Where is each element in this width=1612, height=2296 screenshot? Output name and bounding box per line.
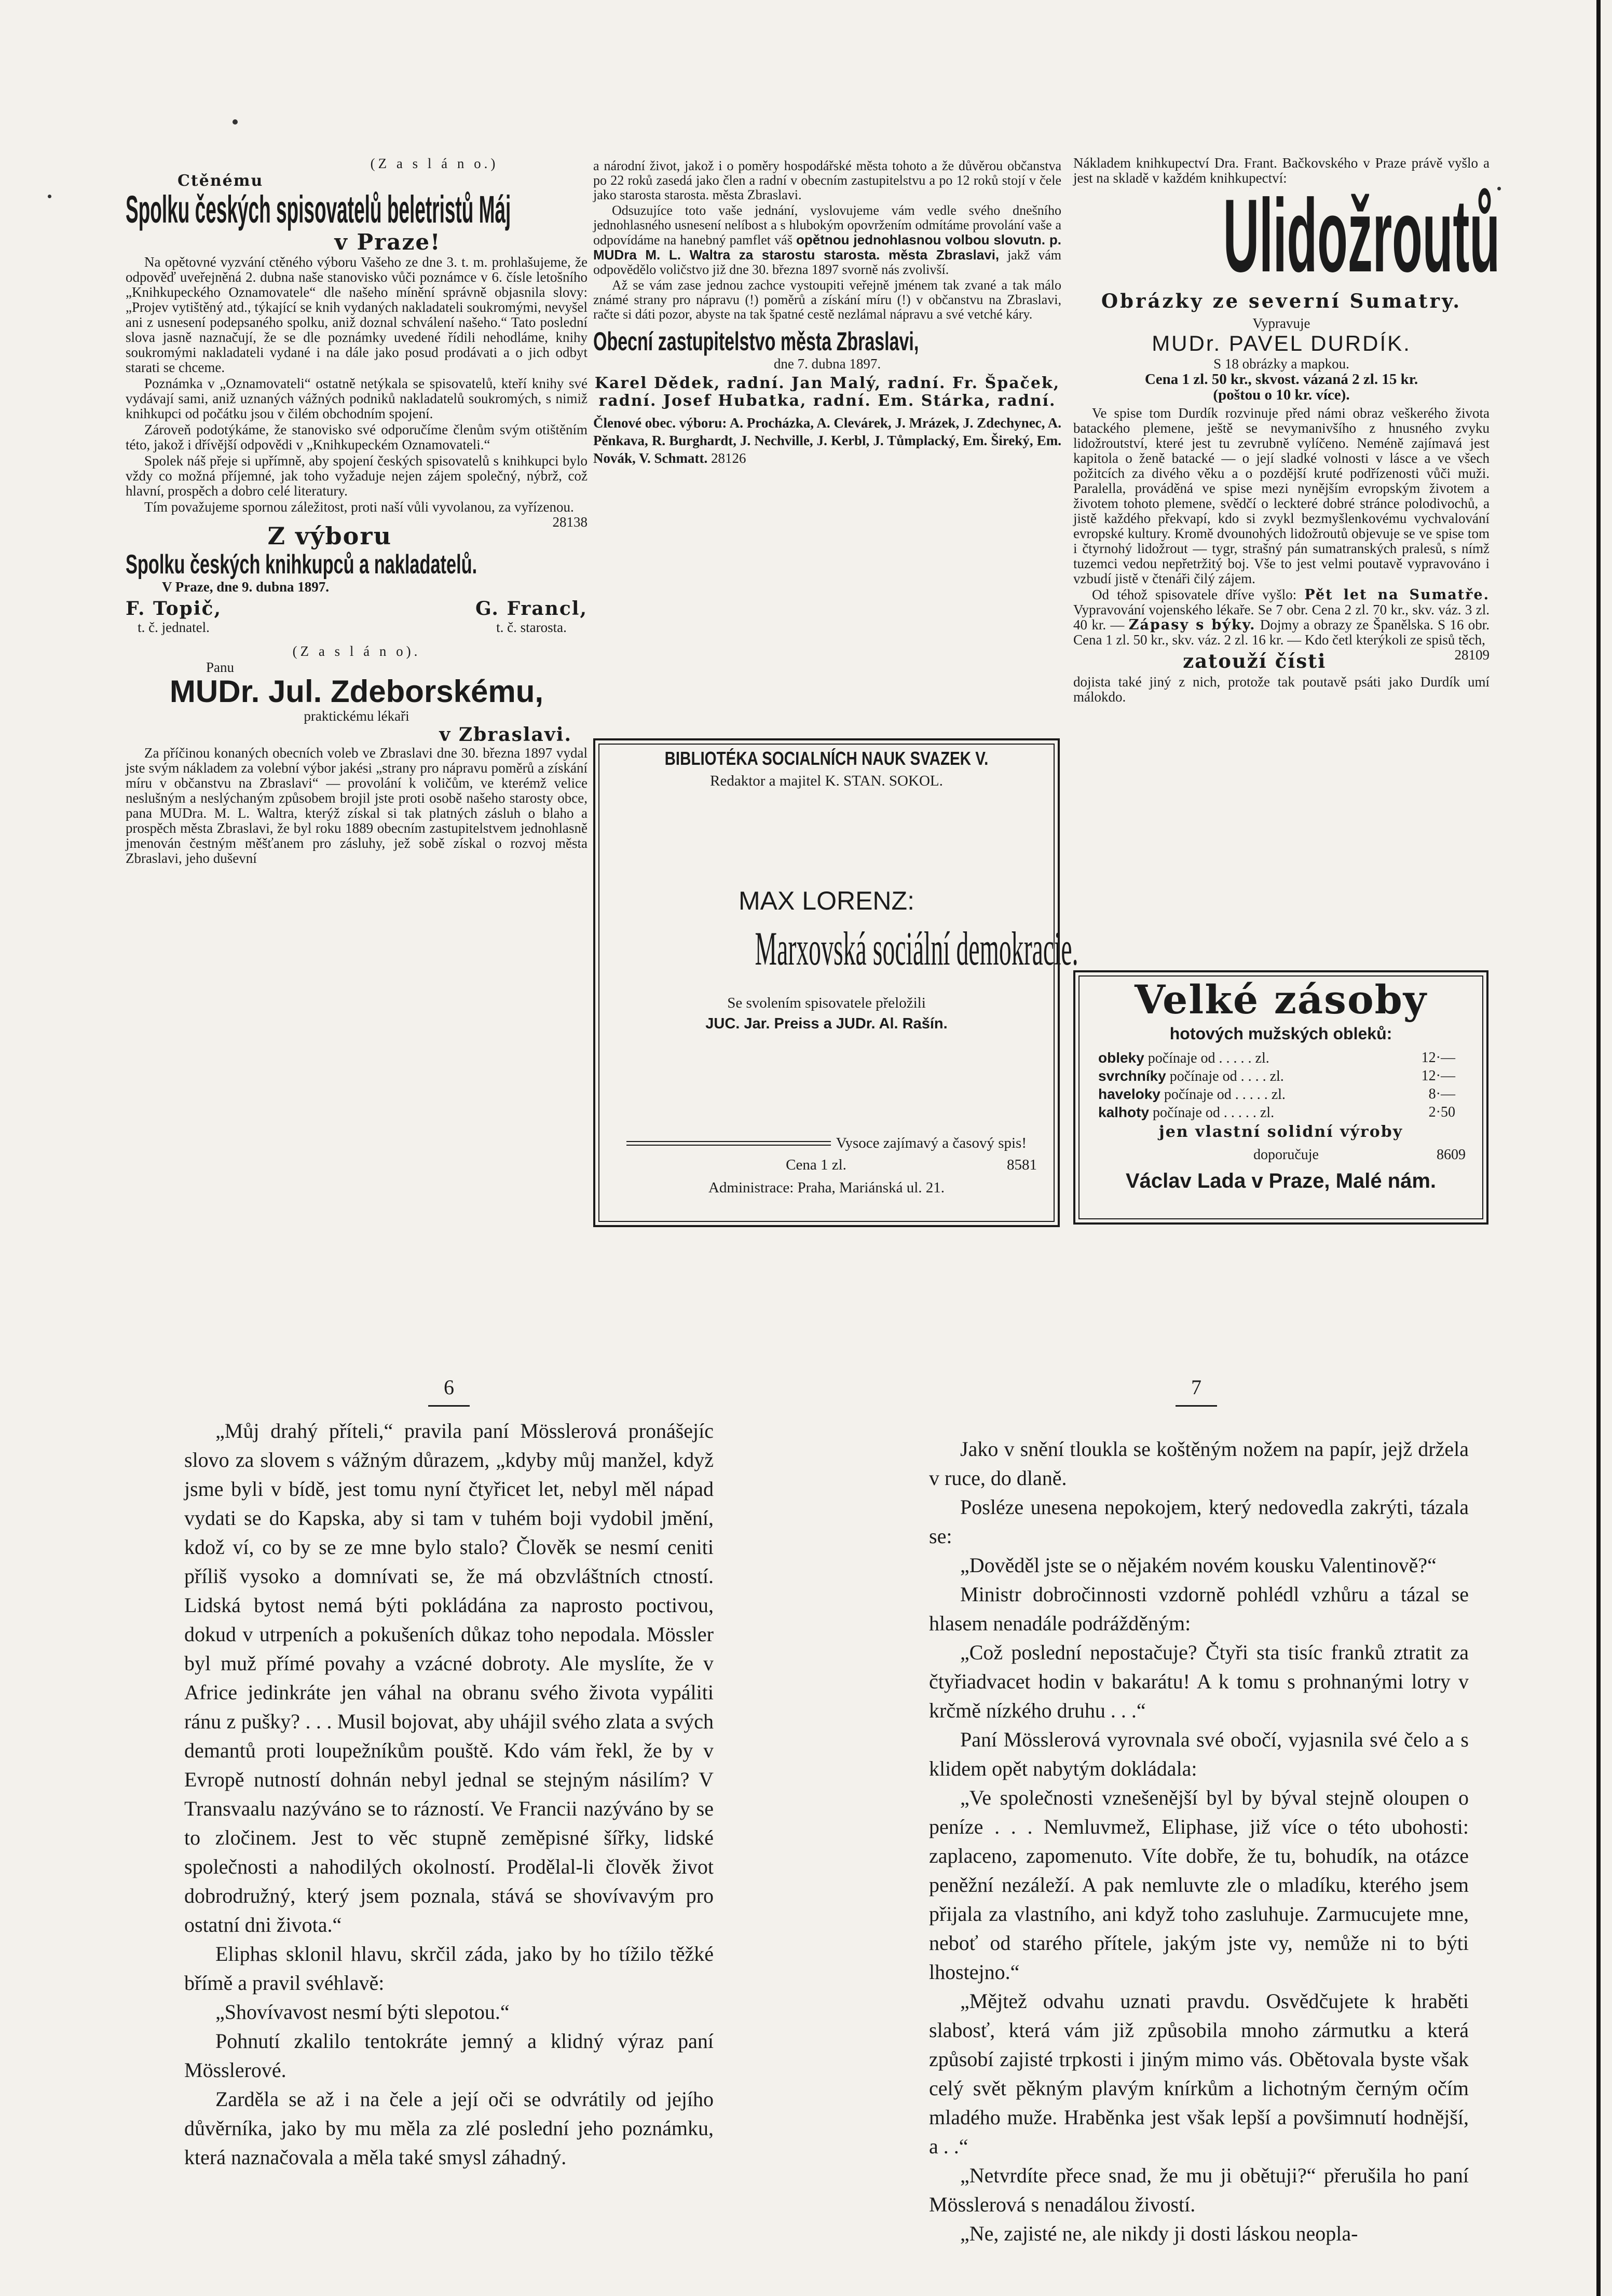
page-number-left: 6 [444,1376,454,1399]
paragraph: a národní život, jakož i o poměry hospodářské města tohoto a že důvěrou občanstva po 22 roků zasedá jako člen a radní v obecním zastupitelstvu a po 12 roků stojí v čele jako starosta starosta. města Zbraslavi. [593,158,1061,202]
book-paragraph: Posléze unesena nepokojem, který nedovedla zakrýti, tázala se: [929,1495,1469,1548]
book-paragraph: Pohnutí zkalilo tentokráte jemný a klidný výraz paní Mösslerové. [184,2029,714,2082]
book-paragraph: Eliphas sklonil hlavu, skrčil záda, jako by ho tížilo těžké břímě a pravil svéhlavě: [184,1942,714,1995]
own-production: jen vlastní solidní výroby [1158,1123,1403,1141]
book-pictures: S 18 obrázky a mapkou. [1213,356,1349,372]
from-committee: Z výboru [267,522,392,550]
page-number-right: 7 [1191,1376,1201,1399]
ad-clothing-sub: hotových mužských obleků: [1169,1024,1392,1043]
price-item: svrchníky počínaje od . . . . zl. 12·— [1098,1068,1455,1084]
paragraph: Až se vám zase jednou zachce vystoupiti veřejně jménem tak zvané a tak málo známé strany pro nápravu (!) poměrů a získání míru (!) v občanstvu na Zbraslavi, račte si dáti pozor, abyste na tak špatné cestě nezlámal nápravu a své vetché káry. [593,278,1061,322]
ad-title: Marxovská sociální demokracie. [755,922,1078,975]
zaslano-label: (Z a s l á n o). [292,643,421,659]
book-paragraph: Jako v snění tloukla se koštěným nožem na papír, jejž držela v ruce, do dlaně. [929,1437,1469,1490]
publisher-intro: Nákladem knihkupectví Dra. Frant. Bačkovského v Praze právě vyšlo a jest na skladě v každém knihkupectví: [1073,155,1490,186]
paragraph: Zároveň podotýkáme, že stanovisko své odporučíme členům svým otištěním této, jakož i dřívější odpovědi v „Knihkupeckém Oznamovateli.“ [126,422,588,452]
subtitle: praktickému lékaři [304,708,409,724]
headline-maj: Spolku českých spisovatelů beletristů Máj [126,188,511,231]
headline-zdeborsky: MUDr. Jul. Zdeborskému, [169,674,544,709]
page-number-underline [428,1405,470,1407]
book-paragraph: „Což poslední nepostačuje? Čtyři sta tisíc franků ztratit za čtyřiadvacet hodin v bakarátu! A k tomu s prohnanými lotry v krčmě nízkého druhu . . .“ [929,1641,1469,1722]
book-paragraph: Zarděla se až i na čele a její oči se odvrátily od jejího důvěrníka, jako by mu měla za zlé poslední jeho poznámku, která naznačovala a měla také smysl záhadný. [184,2087,714,2169]
book-paragraph: „Ne, zajisté ne, ale nikdy ji dosti láskou neopla- [960,2222,1358,2245]
committee-members: Členové obec. výboru: A. Procházka, A. Clevárek, J. Mrázek, J. Zdechynec, A. Pěnkava, R. Burghardt, J. Nechville, J. Kerbl, J. Tůmplacký, Em. Šireký, Em. Novák, V. Schmatt. 28126 [593,415,1061,466]
book-subtitle: Obrázky ze severní Sumatry. [1101,290,1462,312]
want-to-read: zatouží čísti [1183,650,1327,672]
ad-series: BIBLIOTÉKA SOCIALNÍCH NAUK SVAZEK V. [664,748,989,769]
speck [48,195,51,198]
headline-booksellers: Spolku českých knihkupců a nakladatelů. [126,549,477,580]
page-edge-line [1596,0,1601,2296]
book-page-right [929,1435,1469,2248]
signatures [126,598,588,635]
zaslano-label: (Z a s l á n o.) [370,156,499,171]
book-price: Cena 1 zl. 50 kr., skvost. vázaná 2 zl. 15 kr. [1144,371,1418,388]
salutation: Panu [206,659,234,675]
paragraph: Spolek náš přeje si upřímně, aby spojení českých spisovatelů s knihkupci bylo vždy co možná příjemné, jak toho vyžaduje nejen zájem společný, nýbrž, což hlavní, prospěch a dobro celé literatury. [126,453,588,499]
narrated-by: Vypravuje [1252,315,1310,331]
date: V Praze, dne 9. dubna 1897. [162,579,330,595]
price-list [1098,1049,1455,1122]
previous-works: Od téhož spisovatele dříve vyšlo: Pět let na Sumatře. Vypravování vojenského lékaře. Se 7 obr. Cena 2 zl. 70 kr., skv. váz. 3 zl. 40 kr. — Zápasy s býky. Dojmy a obrazy ze Španělska. S 16 obr. Cena 1 zl. 50 kr., skv. váz. 2 zl. 16 kr. — Kdo četl kterýkoli ze spisů těch, 28109 [1073,587,1490,663]
ad-praise: Vysoce zajímavý a časový spis! [626,1135,1027,1152]
ad-author: MAX LORENZ: [739,886,914,915]
city: v Zbraslavi. [439,724,572,746]
paragraph: Na opětovné vyzvání ctěného výboru Vašeho ze dne 3. t. m. prohlašujeme, že odpověď uveřejněná 2. dubna naše stanovisko vůči poznámce v 6. čísle letošního „Knihkupeckého Oznamovatele“ dle našeho mínění správně objasnila slovy: „Projev vytištěný atd., týkající se knih vydaných nakladateli soukromými, nevyšel ani z usnesení podepsaného spolku, aniž doznal schválení našeho.“ Tato poslední slova jasně naznačují, že se dle poznámky uvedené řídili nehodláme, knihy soukromými nakladateli vydané i na dále jako posud prodávati a o jich odbyt starati se chceme. [126,254,588,375]
price-item: kalhoty počínaje od . . . . . zl. 2·50 [1098,1104,1455,1121]
paragraph: Poznámka v „Oznamovateli“ ostatně netýkala se spisovatelů, kteří knihy své vydávají sami, aniž uznaných vážných podniků nakladatelů soukromých, s nimiž knihkupci od počátku jsou v čilém obchodním spojení. [126,376,588,421]
left-column [126,156,588,867]
paragraph: Odsuzujíce toto vaše jednání, vyslovujeme vám vedle svého dnešního jednohlasného usnesení nelíbost a s hlubokým opovržením odmítáme provolání vaše a odpovídáme na hanebný pamflet váš opětnou jednohlasnou volbou slovutn. p. MUDra M. L. Waltra za starostu starosta. města Zbraslavi, jakž vám odpovědělo voličstvo již dne 30. března 1897 svorně nás zvolivší. [593,203,1061,277]
closing-line: dojista také jiný z nich, protože tak poutavě psáti jako Durdík umí málokdo. [1073,674,1490,705]
paragraph: Tím považujeme spornou záležitost, proti naší vůli vyvolanou, za vyřízenou. 28138 [144,499,588,530]
book-paragraph: Paní Mösslerová vyrovnala své obočí, vyjasnila své čelo a s klidem opět nabytým dokládala: [929,1728,1469,1780]
ad-biblioteka [593,738,1078,1227]
book-paragraph: Ministr dobročinnosti vzdorně pohlédl vzhůru a tázal se hlasem nenadále podrážděným: [929,1583,1469,1635]
book-description: Ve spise tom Durdík rozvinuje před námi obraz veškerého života batackého plemene, ještě se nevymanivšího z hnusného zvyku lidožroutství, které jest tu zevrubně vylíčeno. Neméně zajímavá jest kapitola o ženě batacké — o její sladké volnosti v lásce a ve všech požitcích za divého věku a o pozdější kruté podřízenosti vůči muži. Paralella, prováděná ve spise mezi nynějším evropským životem a životem tohoto plemene, svědčí o leckteré dobré stránce polodivochů, a jistě každého překvapí, kdo si zvykl bezmyšlenkovému vychvalování evropské kultury. Kromě dvounohých lidožroutů objevuje se ve spise tom i čtyrnohý lidožrout — tygr, strašný pán sumatranských pralesů, s nímž tuzemci vedou nepřetržitý boj. Vše to jest velmi poutavě vypravováno i vzbudí jistě v čtenáři čilý zájem. [1073,405,1490,586]
page-number-underline [1176,1405,1217,1407]
firm-name: Václav Lada v Praze, Malé nám. [1125,1170,1437,1192]
role: t. č. jednatel. [138,620,210,635]
paragraph: Za příčinou konaných obecních voleb ve Zbraslavi dne 30. března 1897 vydal jste svým nákladem za volební výbor jakési „strany pro nápravu poměrů a získání míru v občanstvu na Zbraslavi“ — provolání k voličům, ve kterémž velice neslušným a neslýchaným způsobem brojil jste proti osobě našeho starosty obce, pana MUDra. M. L. Waltra, kterýž získal si tak platných zásluh o blaho a prospěch města Zbraslavi, že byl roku 1889 obecním zastupitelstvem jednohlasně jmenován čestným měšťanem pro zásluhy, jež sobě získal o rozvoj města Zbraslavi, jeho duševní [126,745,588,866]
ad-clothing [1073,970,1488,1225]
book-paragraph: „Ve společnosti vznešenější byl by býval stejně oloupen o peníze . . . Nemluvmež, Eliphase, již více o této ubohosti: zaplaceno, zapomenuto. Víte dobře, že tu, bohudík, na otázce peněžní nezáleží. A pak nemluvte zle o mladíku, kterého jsem přijala za vlastního, ani když toho zasluhuje. Zarmucujete mne, neboť od starého přítele, jakým jste vy, nemůže ni to býti lhostejno.“ [929,1786,1469,1984]
book-paragraph: „Můj drahý příteli,“ pravila paní Mösslerová pronášejíc slovo za slovem s vážným důrazem, „kdyby můj manžel, když jsme byli v bídě, jest tomu nyní čtyřicet let, nebyl měl nápad vydati se do Kapska, aby si tam v tuhém boji vydobil jmění, kdož ví, co by se ze mne bylo stalo? Člověk se nesmí ceniti příliš vysoko a domnívati se, že má obzvláštních ctností. Lidská bytost nemá býti pokládána za naprosto poctivou, dokud v utrpeních a pokušeních důkaz toho nepodala. Mössler byl muž přímé povahy a vzácné dobroty. Ale myslíte, že v Africe jedinkráte jen váhal na obranu svého života vypáliti ránu z pušky? . . . Musil bojovat, aby uhájil svého zlata a svých demantů proti loupežníkům pouště. Kdo vám řekl, že by v Evropě nutností dohnán nebyl jednal se stejným násilím? V Transvaalu nazýváno se to rázností. Ve Francii nazýváno by se to zločinem. Jest to věc stupně zeměpisné šířky, lidské společnosti a nahodilých okolností. Prodělal-li člověk život dobrodružný, který jsem poznala, stává se shovívavým pro ostatní dni života.“ [184,1419,714,1936]
councillors: Karel Dědek, radní. Jan Malý, radní. Fr. Špaček, radní. Josef Hubatka, radní. Em. Stárka, radní. [594,374,1060,410]
book-paragraph: „Mějtež odvahu uznati pravdu. Osvědčujete k hraběti slabosť, která vám již způsobila mnoho zármutku a která způsobí zajisté trpkosti i jiným mimo vás. Obětovala byste však celý svět pěkným plavým knírkům a lichotným černým očím mladého muže. Hraběnka jest však lepší a povšimnutí hodnější, a . .“ [929,1989,1469,2158]
speck [233,119,238,125]
book-title: Ulidožroutů [1223,178,1500,294]
book-postage: (poštou o 10 kr. více). [1213,387,1350,403]
signature-topic: F. Topič, [126,598,222,620]
date: dne 7. dubna 1897. [773,356,881,372]
city: v Praze! [334,229,441,255]
right-column [1073,155,1500,706]
book-page-left [184,1417,714,2172]
ad-clothing-title: Velké zásoby [1135,977,1427,1023]
ad-administration: Administrace: Praha, Mariánská ul. 21. [708,1179,945,1196]
recommend-row: doporučuje 8609 [1253,1147,1466,1163]
book-paragraph: „Netvrdíte přece snad, že mu ji obětuji?“ přerušila ho paní Mösslerová s nenadálou živostí. [929,2164,1469,2216]
headline-council: Obecní zastupitelstvo města Zbraslavi, [593,327,919,356]
addressee: Ctěnému [177,172,264,190]
role: t. č. starosta. [496,620,567,635]
ad-permission: Se svolením spisovatele přeložili [727,995,926,1011]
price-item: obleky počínaje od . . . . . zl. 12·— [1098,1050,1455,1066]
ad-price-row: Cena 1 zl. 8581 [786,1157,1037,1173]
middle-column [593,159,1061,468]
book-paragraph: „Dověděl jste se o nějakém novém kousku Valentinově?“ [960,1553,1437,1577]
book-author: MUDr. PAVEL DURDÍK. [1152,331,1411,355]
ad-editor: Redaktor a majitel K. STAN. SOKOL. [710,773,943,789]
ad-translators: JUC. Jar. Preiss a JUDr. Al. Rašín. [705,1015,948,1032]
book-paragraph: „Shovívavost nesmí býti slepotou.“ [215,2000,510,2024]
signature-francl: G. Francl, [475,598,588,620]
price-item: haveloky počínaje od . . . . . zl. 8·— [1098,1086,1455,1103]
